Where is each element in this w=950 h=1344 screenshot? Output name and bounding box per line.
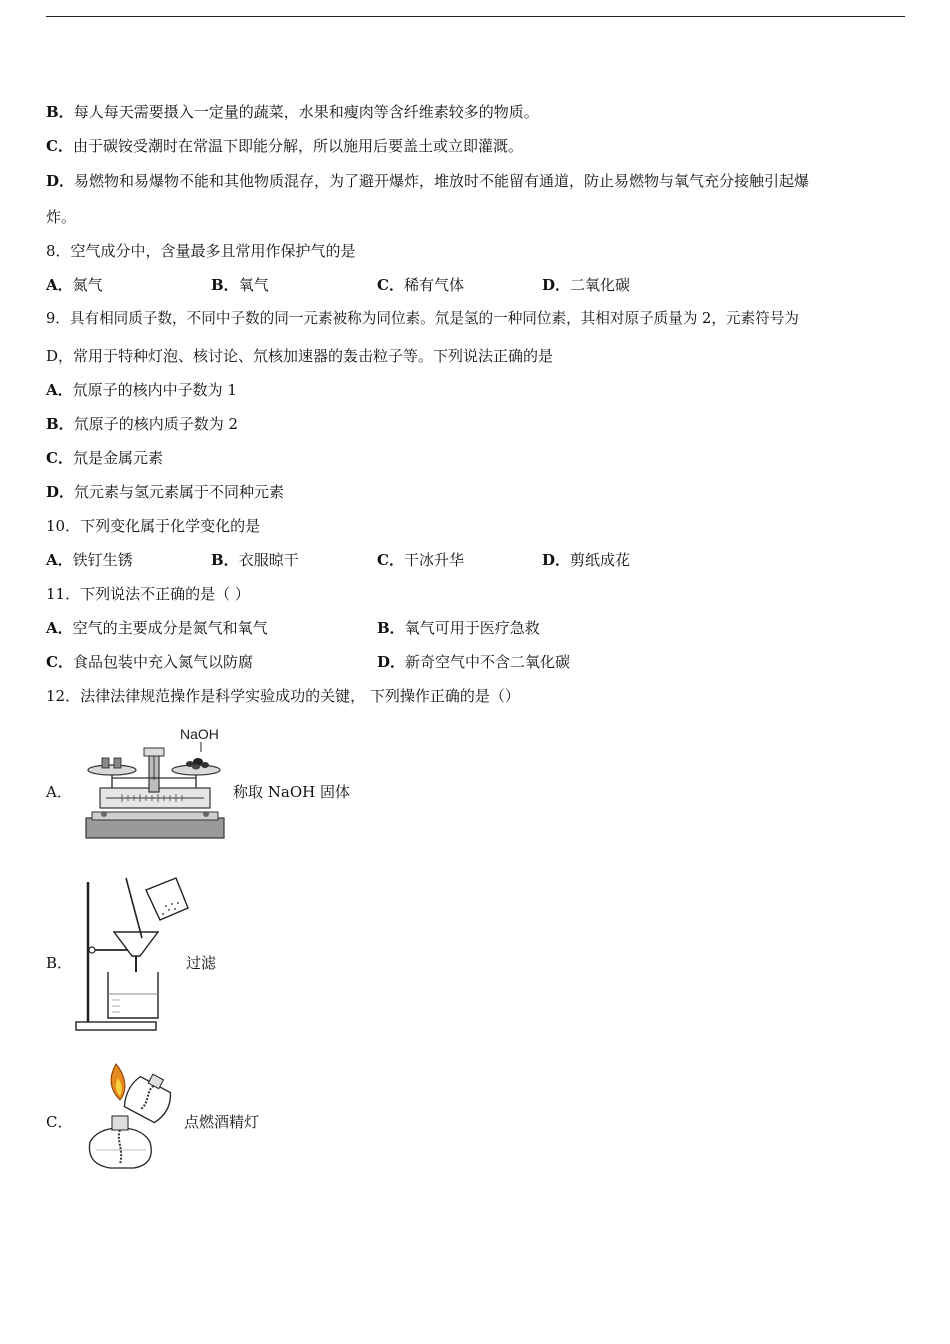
- naoh-figure-label: NaOH: [180, 726, 219, 742]
- q9-option-c: C．氘是金属元素: [46, 449, 163, 467]
- q7-option-b: B．每人每天需要摄入一定量的蔬菜，水果和瘦肉等含纤维素较多的物质。: [46, 103, 539, 121]
- q7-option-d-cont: 炸。: [46, 208, 77, 226]
- q9-stem-line1: 9．具有相同质子数，不同中子数的同一元素被称为同位素。氘是氢的一种同位素，其相对原子质量为 2，元素符号为: [46, 310, 799, 327]
- q7-option-c: C．由于碳铵受潮时在常温下即能分解，所以施用后要盖土或立即灌溉。: [46, 137, 523, 155]
- q10-option-a: A．铁钉生锈: [46, 551, 133, 569]
- q11-stem: 11．下列说法不正确的是（ ）: [46, 585, 250, 603]
- alcohol-lamp-illustration: [80, 1060, 184, 1172]
- q7-option-d: D．易燃物和易爆物不能和其他物质混存，为了避开爆炸，堆放时不能留有通道，防止易燃物与氧气充分接触引起爆: [46, 172, 810, 190]
- q12-option-c-caption: 点燃酒精灯: [184, 1113, 260, 1131]
- q8-stem: 8．空气成分中，含量最多且常用作保护气的是: [46, 242, 356, 260]
- q8-option-b: B．氧气: [211, 276, 269, 294]
- q12-option-b-label: B．: [46, 954, 73, 972]
- q9-option-b: B．氘原子的核内质子数为 2: [46, 415, 239, 433]
- header-rule: [46, 16, 905, 17]
- filtration-illustration: [72, 876, 190, 1034]
- q12-stem: 12．法律法律规范操作是科学实验成功的关键， 下列操作正确的是（）: [46, 687, 520, 705]
- q10-stem: 10．下列变化属于化学变化的是: [46, 517, 261, 535]
- q9-option-d: D．氘元素与氢元素属于不同种元素: [46, 483, 285, 501]
- q8-option-c: C．稀有气体: [377, 276, 464, 294]
- q11-option-d: D．新奇空气中不含二氧化碳: [377, 653, 571, 671]
- q10-option-d: D．剪纸成花: [542, 551, 631, 569]
- q8-option-a: A．氮气: [46, 276, 103, 294]
- q10-option-b: B．衣服晾干: [211, 551, 299, 569]
- q12-option-a-label: A．: [46, 783, 72, 801]
- q12-option-a-caption: 称取 NaOH 固体: [233, 783, 350, 801]
- q8-option-d: D．二氧化碳: [542, 276, 631, 294]
- q9-stem-line2: D，常用于特种灯泡、核讨论、氘核加速器的轰击粒子等。下列说法正确的是: [46, 347, 554, 365]
- q11-option-c: C．食品包装中充入氮气以防腐: [46, 653, 253, 671]
- q10-option-c: C．干冰升华: [377, 551, 464, 569]
- q11-option-a: A．空气的主要成分是氮气和氧气: [46, 619, 268, 637]
- q9-option-a: A．氘原子的核内中子数为 1: [46, 381, 237, 399]
- q12-option-b-caption: 过滤: [186, 954, 217, 972]
- q12-option-c-label: C．: [46, 1113, 73, 1131]
- q11-option-b: B．氧气可用于医疗急救: [377, 619, 540, 637]
- balance-illustration: [82, 722, 230, 844]
